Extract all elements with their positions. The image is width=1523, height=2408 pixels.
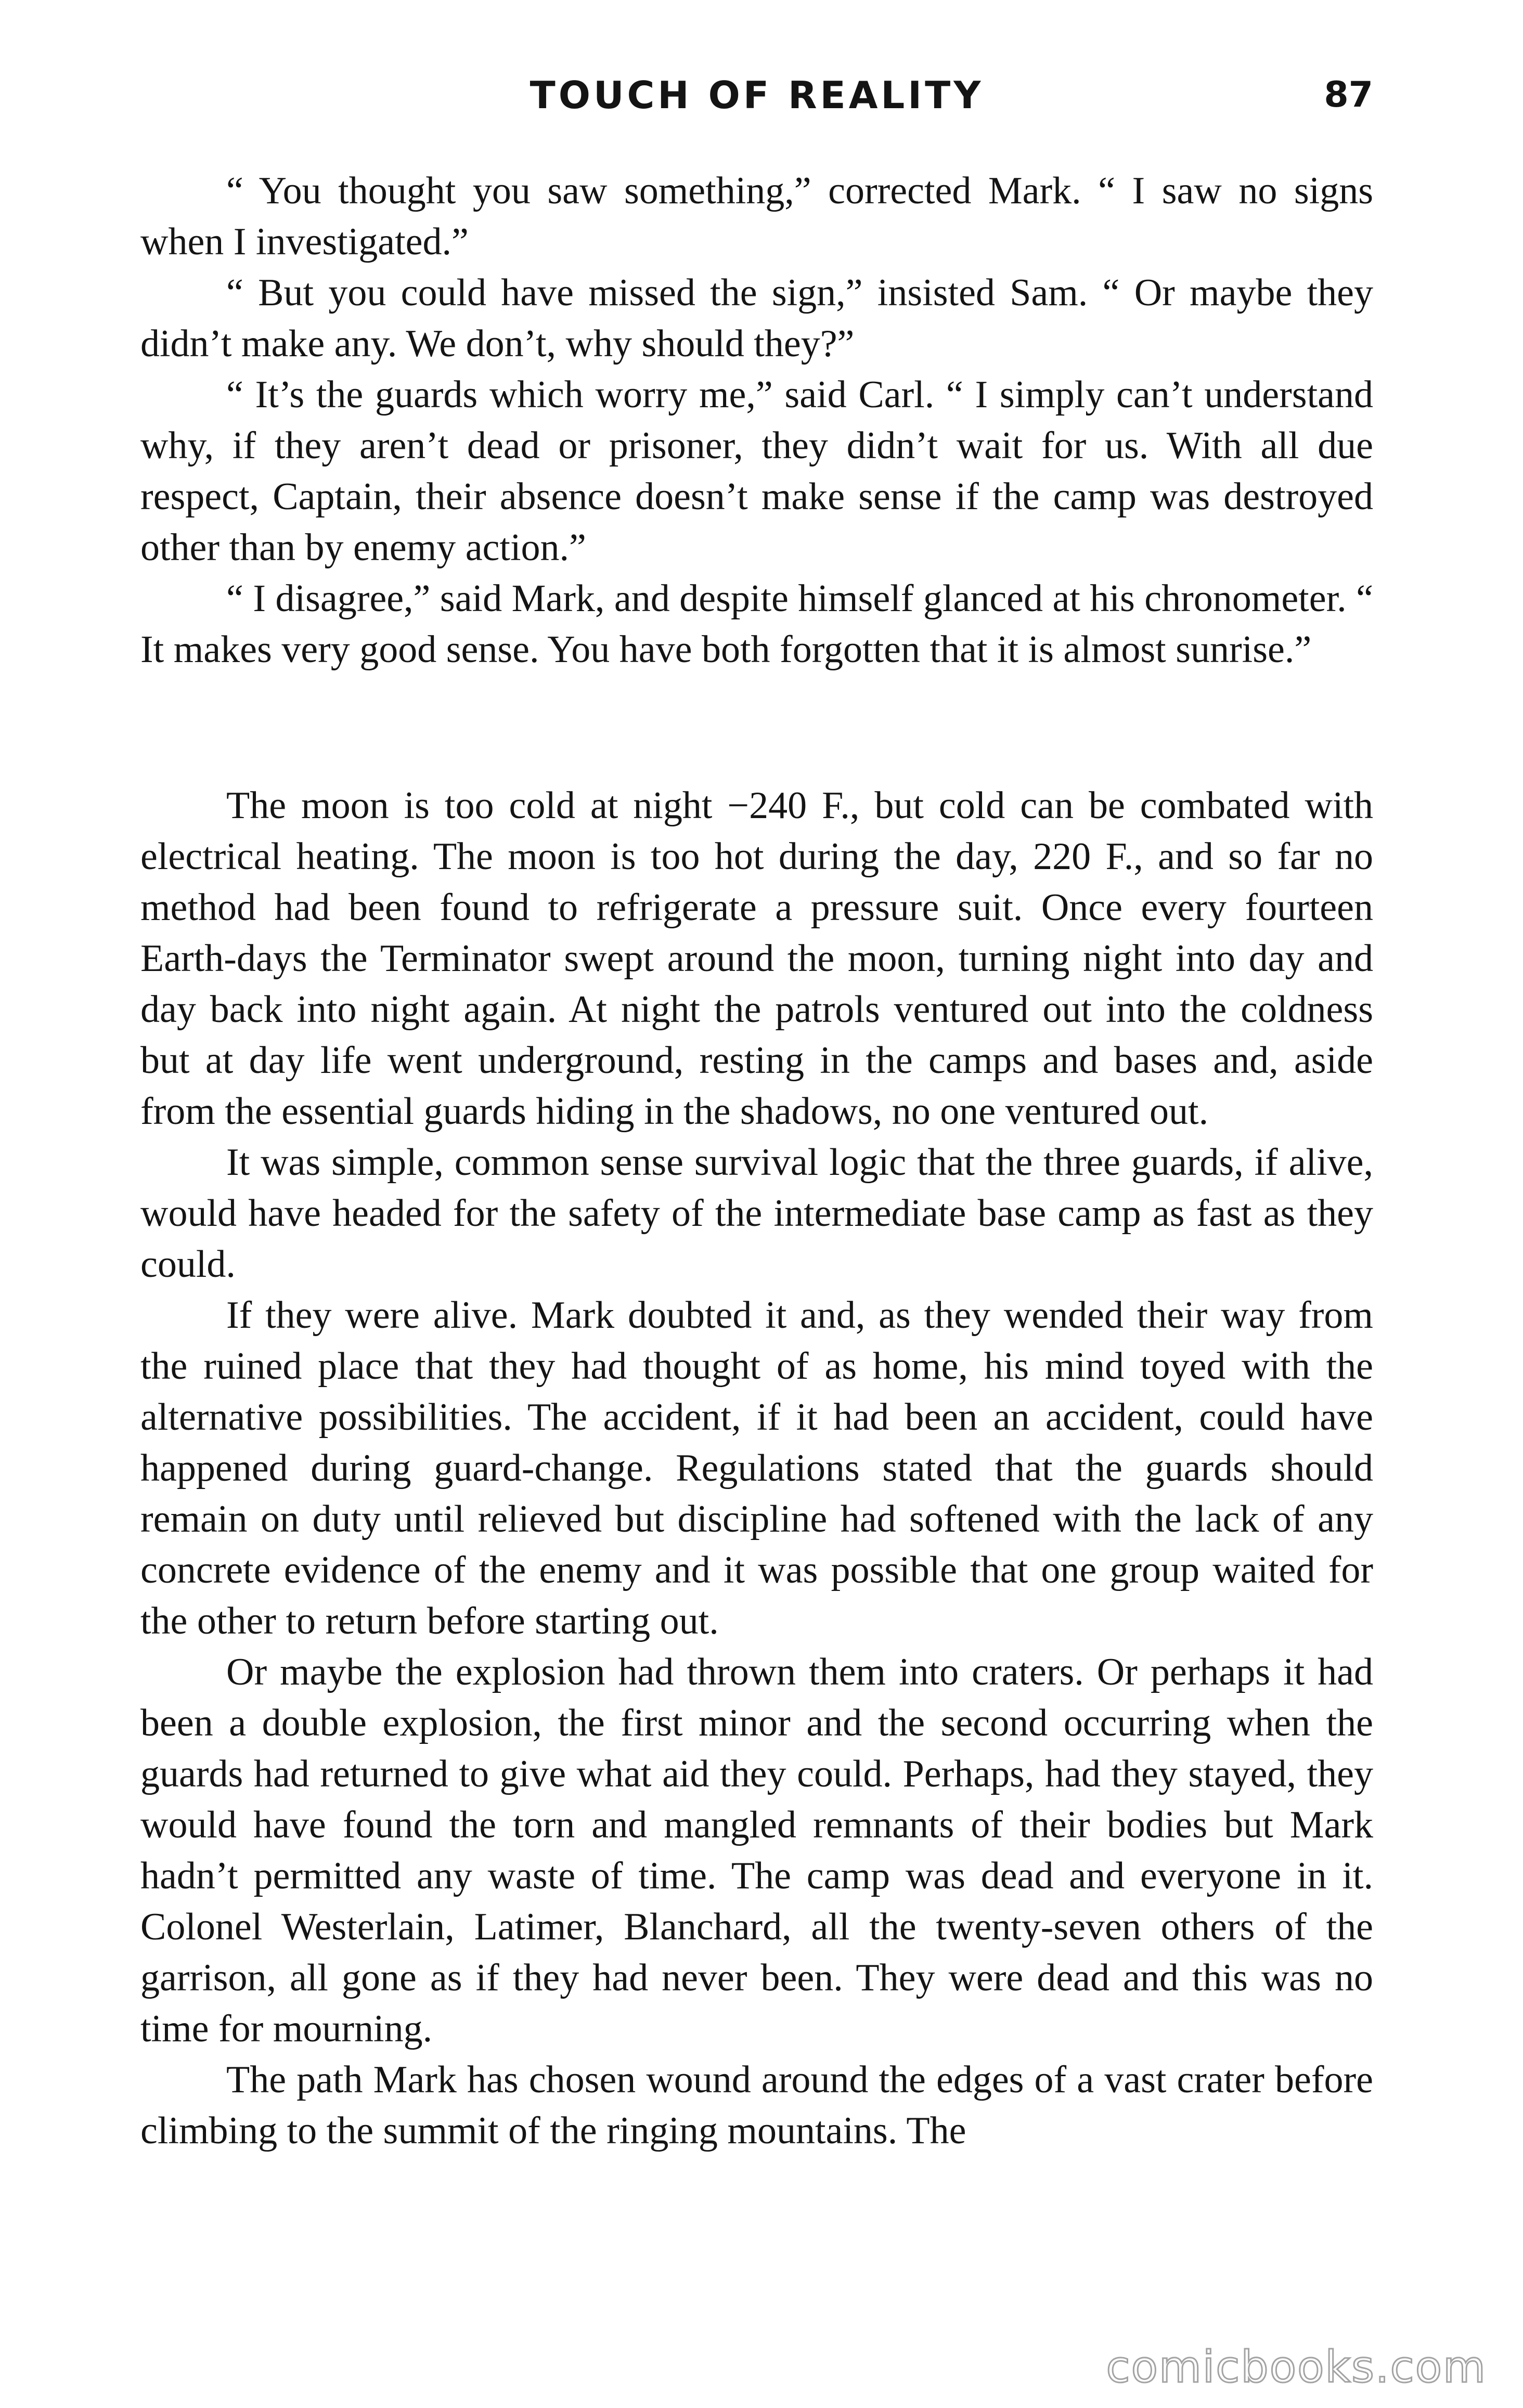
paragraph: “ You thought you saw something,” corrected Mark. “ I saw no signs when I investigated.” — [140, 170, 1373, 263]
paragraph: If they were alive. Mark doubted it and, as they wended their way from the ruined place that they had thought of as home, his mind toyed with the alternative possibilities. The accident, if it had been an accident, could have happened during guard-change. Regulations stated that the guards should remain on duty until relieved but discipline had softened with the lack of any concrete evidence of the enemy and it was possible that one group waited for the other to return before starting out. — [140, 1294, 1373, 1642]
paragraph: Or maybe the explosion had thrown them into craters. Or perhaps it had been a double explosion, the first minor and the second occurring when the guards had returned to give what aid they could. Perhaps, had they stayed, they would have found the torn and mangled remnants of their bodies but Mark hadn’t permitted any waste of time. The camp was dead and everyone in it. Colonel Westerlain, Latimer, Blanchard, all the twenty-seven others of the garrison, all gone as if they had never been. They were dead and this was no time for mourning. — [140, 1651, 1373, 2050]
watermark: comicbooks.com — [1106, 2341, 1487, 2392]
paragraph: It was simple, common sense survival logic that the three guards, if alive, would have headed for the safety of the intermediate base camp as fast as they could. — [140, 1141, 1373, 1286]
narrative-section — [140, 780, 1373, 2156]
paragraph: The path Mark has chosen wound around the edges of a vast crater before climbing to the summit of the ringing mountains. The — [140, 2059, 1373, 2152]
paragraph: The moon is too cold at night −240 F., but cold can be combated with electrical heating. The moon is too hot during the day, 220 F., and so far no method had been found to refrigerate a pressure suit. Once every fourteen Earth-days the Terminator swept around the moon, turning night into day and day back into night again. At night the patrols ventured out into the coldness but at day life went underground, resting in the camps and bases and, aside from the essential guards hiding in the shadows, no one ventured out. — [140, 784, 1373, 1133]
running-header — [140, 67, 1373, 124]
paragraph: “ It’s the guards which worry me,” said Carl. “ I simply can’t understand why, if they aren’t dead or prisoner, they didn’t wait for us. With all due respect, Captain, their absence doesn’t make sense if the camp was destroyed other than by enemy action.” — [140, 373, 1373, 569]
page-number: 87 — [1324, 74, 1373, 115]
chapter-title: TOUCH OF REALITY — [530, 73, 984, 117]
paragraph: “ But you could have missed the sign,” insisted Sam. “ Or maybe they didn’t make any. We don’t, why should they?” — [140, 271, 1373, 365]
paragraph: “ I disagree,” said Mark, and despite himself glanced at his chronometer. “ It makes very good sense. You have both forgotten that it is almost sunrise.” — [140, 577, 1373, 671]
dialogue-section — [140, 165, 1373, 675]
